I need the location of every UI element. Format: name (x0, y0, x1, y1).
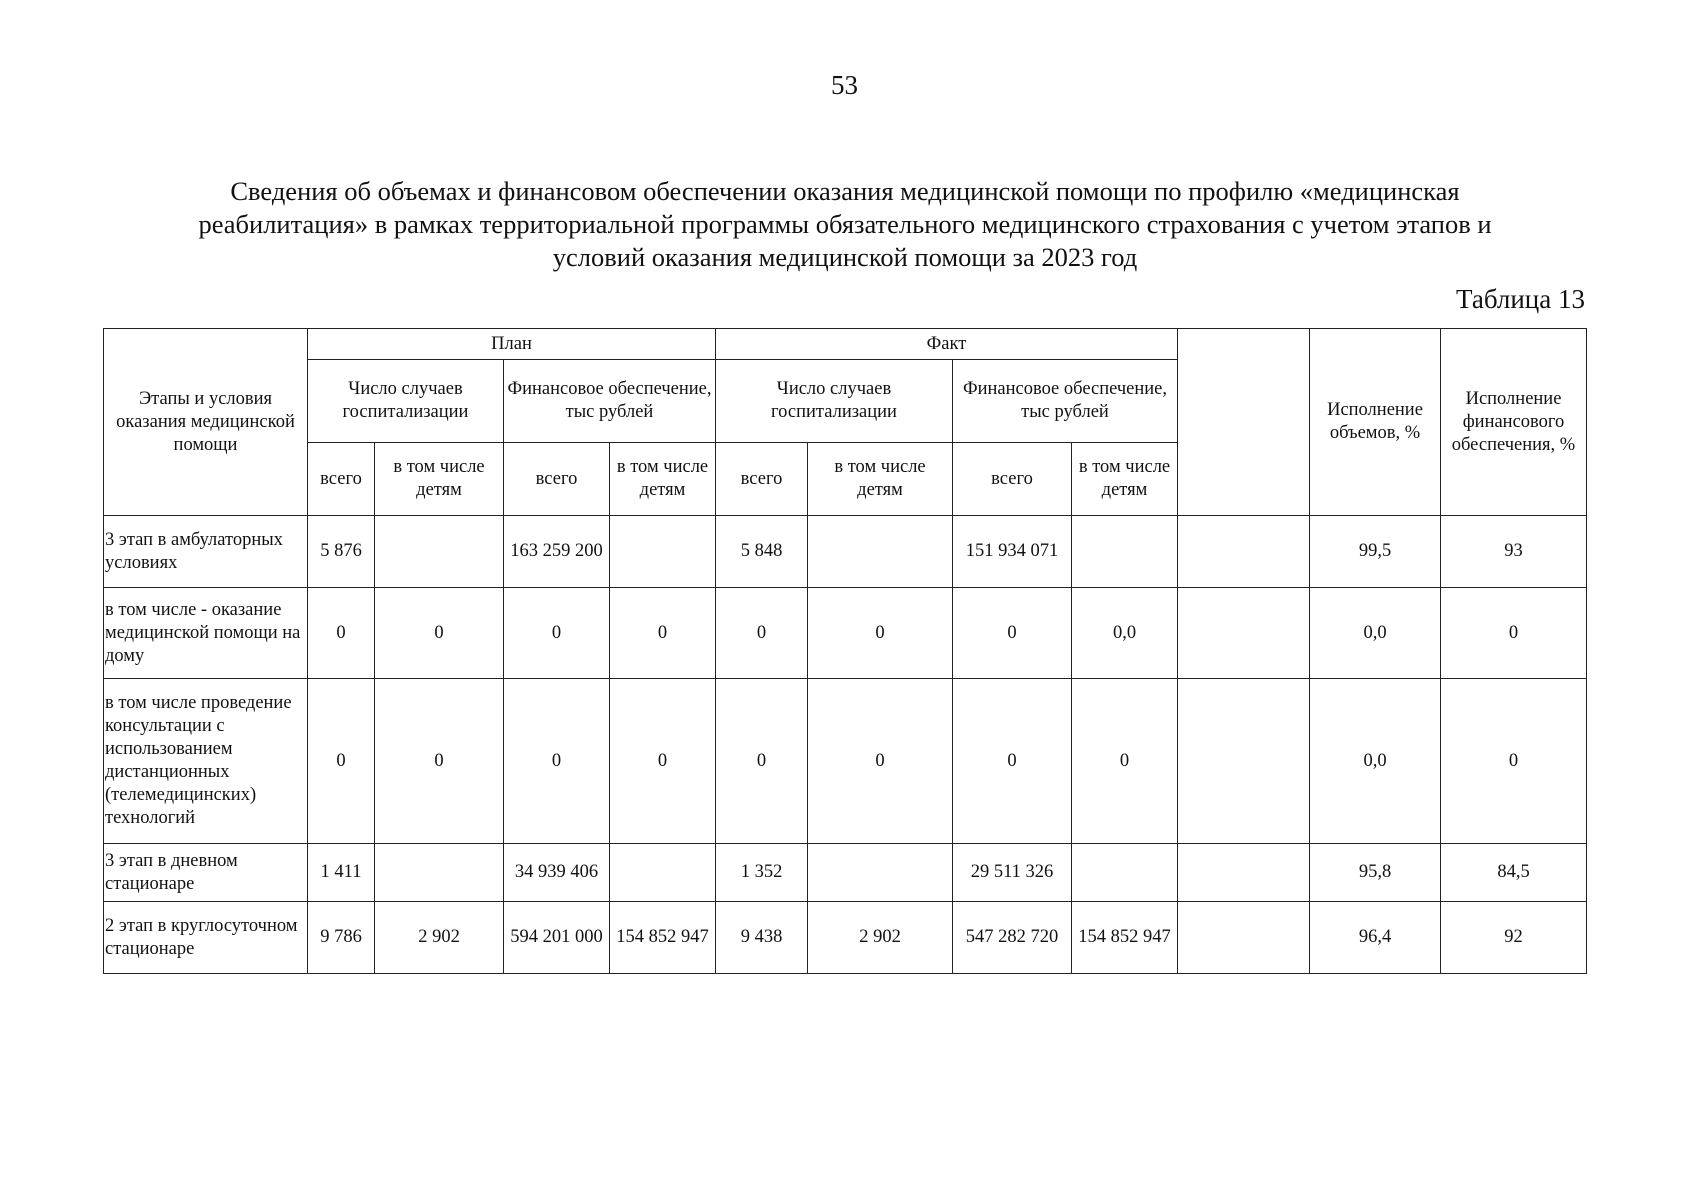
header-children: в том числе детям (1072, 443, 1178, 516)
fact-finance-total: 29 511 326 (953, 844, 1072, 902)
header-fact-cases: Число случаев госпитализации (716, 360, 953, 443)
header-plan-cases: Число случаев госпитализации (308, 360, 504, 443)
fact-cases-children (808, 516, 953, 588)
fact-finance-total: 0 (953, 679, 1072, 844)
exec-volume: 95,8 (1310, 844, 1441, 902)
header-children: в том числе детям (610, 443, 716, 516)
fact-cases-total: 5 848 (716, 516, 808, 588)
empty-cell (1178, 588, 1310, 679)
plan-cases-total: 0 (308, 588, 375, 679)
empty-cell (1178, 844, 1310, 902)
fact-finance-total: 151 934 071 (953, 516, 1072, 588)
exec-finance: 0 (1441, 588, 1587, 679)
exec-finance: 92 (1441, 902, 1587, 974)
fact-cases-total: 1 352 (716, 844, 808, 902)
plan-finance-total: 163 259 200 (504, 516, 610, 588)
plan-cases-total: 5 876 (308, 516, 375, 588)
fact-cases-children: 0 (808, 679, 953, 844)
plan-cases-children (375, 844, 504, 902)
document-title (120, 175, 1570, 274)
row-stage: в том числе проведение консультации с использованием дистанционных (телемедицинских) технологий (104, 679, 308, 844)
header-plan-finance: Финансовое обеспечение, тыс рублей (504, 360, 716, 443)
table-row (104, 516, 1587, 588)
header-total: всего (953, 443, 1072, 516)
table-header (104, 329, 1587, 516)
plan-cases-children: 0 (375, 588, 504, 679)
page-number: 53 (831, 70, 858, 100)
fact-cases-children: 2 902 (808, 902, 953, 974)
plan-cases-total: 9 786 (308, 902, 375, 974)
exec-volume: 0,0 (1310, 679, 1441, 844)
fact-cases-total: 0 (716, 679, 808, 844)
plan-cases-total: 0 (308, 679, 375, 844)
title-line: условий оказания медицинской помощи за 2023 год (552, 242, 1138, 272)
exec-finance: 93 (1441, 516, 1587, 588)
header-children: в том числе детям (375, 443, 504, 516)
table-body (104, 516, 1587, 974)
fact-finance-children: 0 (1072, 679, 1178, 844)
exec-volume: 96,4 (1310, 902, 1441, 974)
row-stage: 3 этап в амбулаторных условиях (104, 516, 308, 588)
report-table (103, 328, 1587, 974)
plan-finance-total: 34 939 406 (504, 844, 610, 902)
plan-finance-children (610, 516, 716, 588)
fact-finance-total: 0 (953, 588, 1072, 679)
empty-cell (1178, 516, 1310, 588)
plan-cases-children: 0 (375, 679, 504, 844)
header-fact-finance: Финансовое обеспечение, тыс рублей (953, 360, 1178, 443)
header-fact: Факт (716, 329, 1178, 360)
table-row (104, 588, 1587, 679)
row-stage: в том числе - оказание медицинской помощи на дому (104, 588, 308, 679)
header-empty (1178, 329, 1310, 516)
fact-finance-children (1072, 844, 1178, 902)
header-children: в том числе детям (808, 443, 953, 516)
fact-finance-total: 547 282 720 (953, 902, 1072, 974)
table-row (104, 902, 1587, 974)
fact-finance-children (1072, 516, 1178, 588)
title-line: реабилитация» в рамках территориальной программы обязательного медицинского страхования с учетом этапов и (198, 209, 1492, 239)
fact-cases-children: 0 (808, 588, 953, 679)
plan-cases-children (375, 516, 504, 588)
header-total: всего (308, 443, 375, 516)
plan-cases-total: 1 411 (308, 844, 375, 902)
exec-volume: 99,5 (1310, 516, 1441, 588)
header-exec-volume: Исполнение объемов, % (1310, 329, 1441, 516)
exec-volume: 0,0 (1310, 588, 1441, 679)
title-line: Сведения об объемах и финансовом обеспечении оказания медицинской помощи по профилю «медицинская (230, 176, 1460, 206)
fact-cases-total: 0 (716, 588, 808, 679)
plan-cases-children: 2 902 (375, 902, 504, 974)
plan-finance-children: 0 (610, 679, 716, 844)
plan-finance-total: 594 201 000 (504, 902, 610, 974)
fact-finance-children: 154 852 947 (1072, 902, 1178, 974)
plan-finance-children: 154 852 947 (610, 902, 716, 974)
row-stage: 3 этап в дневном стационаре (104, 844, 308, 902)
plan-finance-total: 0 (504, 588, 610, 679)
plan-finance-children: 0 (610, 588, 716, 679)
row-stage: 2 этап в круглосуточном стационаре (104, 902, 308, 974)
fact-cases-total: 9 438 (716, 902, 808, 974)
exec-finance: 0 (1441, 679, 1587, 844)
header-exec-finance: Исполнение финансового обеспечения, % (1441, 329, 1587, 516)
header-plan: План (308, 329, 716, 360)
table-row (104, 844, 1587, 902)
header-total: всего (716, 443, 808, 516)
table-row (104, 679, 1587, 844)
exec-finance: 84,5 (1441, 844, 1587, 902)
plan-finance-children (610, 844, 716, 902)
plan-finance-total: 0 (504, 679, 610, 844)
fact-cases-children (808, 844, 953, 902)
table-label: Таблица 13 (1456, 284, 1585, 314)
empty-cell (1178, 902, 1310, 974)
empty-cell (1178, 679, 1310, 844)
fact-finance-children: 0,0 (1072, 588, 1178, 679)
header-total: всего (504, 443, 610, 516)
header-stage: Этапы и условия оказания медицинской помощи (104, 329, 308, 516)
